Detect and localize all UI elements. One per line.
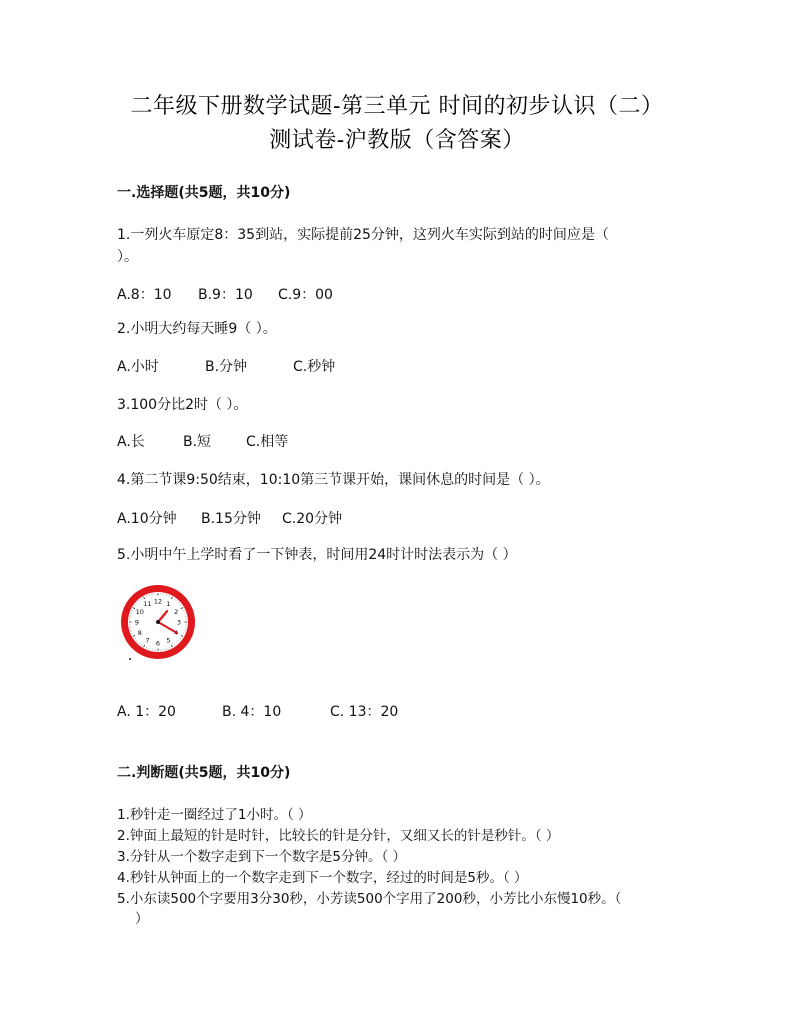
question-5-option-a: A. 1：20: [117, 704, 176, 720]
question-1-text-cont: ）。: [117, 249, 138, 265]
clock-number: 11: [143, 600, 152, 609]
clock-number: 9: [134, 618, 140, 627]
judge-item-3: 3.分针从一个数字走到下一个数字是5分钟。（ ）: [117, 849, 407, 865]
question-3-option-b: B.短: [183, 434, 212, 450]
section2-heading: 二.判断题(共5题，共10分): [117, 765, 291, 781]
question-1-option-a: A.8：10: [117, 287, 172, 303]
section1-heading: 一.选择题(共5题，共10分): [117, 185, 291, 201]
question-1-option-b: B.9：10: [198, 287, 253, 303]
clock-number: 8: [137, 628, 142, 637]
question-2-option-b: B.分钟: [205, 359, 248, 375]
question-3-text: 3.100分比2时（ ）。: [117, 397, 248, 413]
question-2-option-a: A.小时: [117, 359, 159, 375]
document-title-line1: 二年级下册数学试题-第三单元 时间的初步认识（二）: [130, 94, 664, 119]
clock-number: 2: [174, 607, 179, 616]
question-5-option-b: B. 4：10: [222, 704, 282, 720]
question-2-text: 2.小明大约每天睡9（ ）。: [117, 321, 277, 337]
question-4-option-b: B.15分钟: [201, 511, 261, 527]
clock-number: 10: [135, 607, 144, 616]
question-1-text: 1.一列火车原定8：35到站，实际提前25分钟，这列火车实际到站的时间应是（: [117, 227, 609, 243]
clock-number: 6: [155, 639, 161, 648]
clock-number: 1: [166, 600, 171, 609]
question-4-option-c: C.20分钟: [282, 511, 343, 527]
question-5-text: 5.小明中午上学时看了一下钟表，时间用24时计时法表示为（ ）: [117, 547, 517, 563]
judge-item-4: 4.秒针从钟面上的一个数字走到下一个数字，经过的时间是5秒。（ ）: [117, 870, 528, 886]
clock-image: [118, 582, 198, 662]
question-3-option-c: C.相等: [246, 434, 289, 450]
question-1-option-c: C.9：00: [278, 287, 333, 303]
clock-number: 7: [145, 636, 150, 645]
document-title-line2: 测试卷-沪教版（含答案）: [269, 128, 525, 153]
question-5-option-c: C. 13：20: [330, 704, 399, 720]
judge-item-5-cont: ）: [135, 911, 149, 927]
judge-item-1: 1.秒针走一圈经过了1小时。（ ）: [117, 807, 312, 823]
stray-dot: [129, 658, 131, 660]
question-3-option-a: A.长: [117, 434, 145, 450]
clock-number: 12: [153, 597, 163, 606]
question-2-option-c: C.秒钟: [293, 359, 336, 375]
judge-item-2: 2.钟面上最短的针是时针，比较长的针是分针，又细又长的针是秒针。（ ）: [117, 828, 560, 844]
clock-number: 5: [166, 636, 171, 645]
judge-item-5: 5.小东读500个字要用3分30秒，小芳读500个字用了200秒，小芳比小东慢10秒。（: [117, 891, 622, 907]
clock-center: [156, 620, 160, 624]
clock-number: 3: [176, 618, 182, 627]
question-4-text: 4.第二节课9:50结束，10:10第三节课开始，课间休息的时间是（ ）。: [117, 472, 550, 488]
question-4-option-a: A.10分钟: [117, 511, 177, 527]
